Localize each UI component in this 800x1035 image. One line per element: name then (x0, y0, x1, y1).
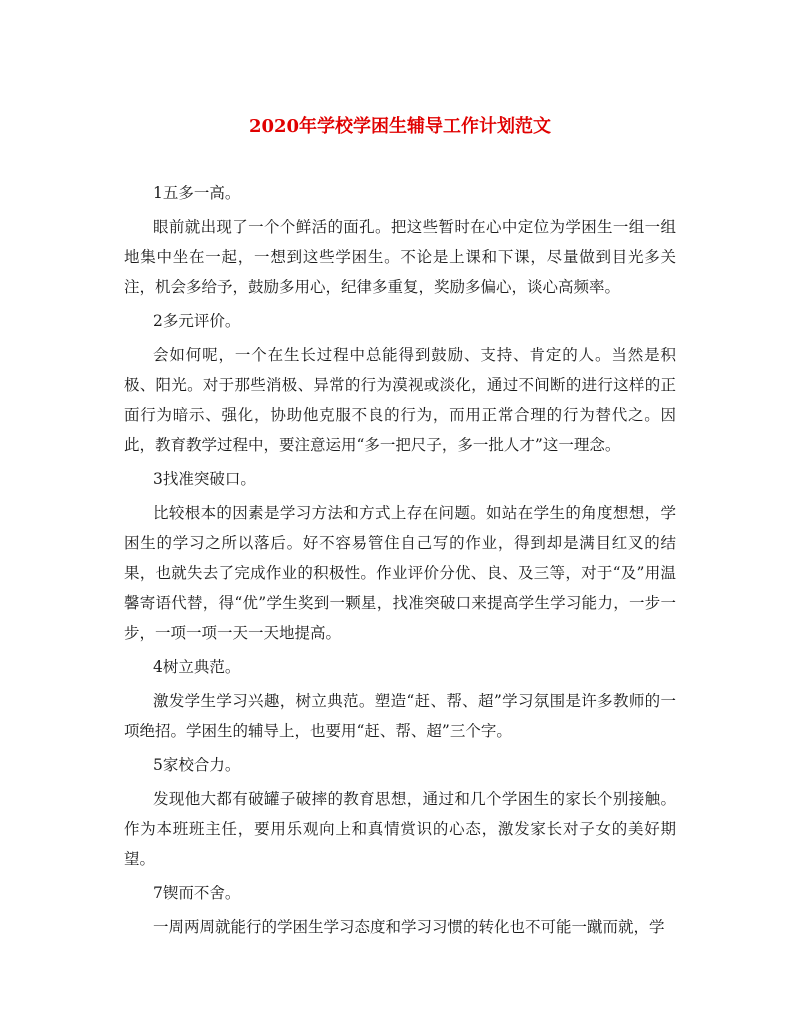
section-body: 激发学生学习兴趣，树立典范。塑造“赶、帮、超”学习氛围是许多教师的一项绝招。学困生的辅导上，也要用“赶、帮、超”三个字。 (124, 692, 676, 740)
section-heading: 1五多一高。 (153, 184, 241, 202)
section-body: 一周两周就能行的学困生学习态度和学习习惯的转化也不可能一蹴而就，学 (153, 918, 665, 936)
section-body: 发现他大都有破罐子破摔的教育思想，通过和几个学困生的家长个别接触。作为本班班主任，要用乐观向上和真情赏识的心态，激发家长对子女的美好期望。 (124, 790, 676, 868)
section-body: 眼前就出现了一个个鲜活的面孔。把这些暂时在心中定位为学困生一组一组地集中坐在一起，一想到这些学困生。不论是上课和下课，尽量做到目光多关注，机会多给予，鼓励多用心，纪律多重复，奖励多偏心，谈心高频率。 (124, 218, 676, 296)
section-heading: 2多元评价。 (153, 312, 241, 330)
section-heading: 3找准突破口。 (153, 470, 256, 488)
section-body: 会如何呢，一个在生长过程中总能得到鼓励、支持、肯定的人。当然是积极、阳光。对于那些消极、异常的行为漠视或淡化，通过不间断的进行这样的正面行为暗示、强化，协助他克服不良的行为，而用正常合理的行为替代之。因此，教育教学过程中，要注意运用“多一把尺子，多一批人才”这一理念。 (124, 346, 676, 454)
document-title: 2020年学校学困生辅导工作计划范文 (248, 116, 552, 137)
section-heading: 5家校合力。 (153, 756, 241, 774)
section-heading: 4树立典范。 (153, 658, 241, 676)
section-body: 比较根本的因素是学习方法和方式上存在问题。如站在学生的角度想想，学困生的学习之所以落后。好不容易管住自己写的作业，得到却是满目红叉的结果，也就失去了完成作业的积极性。作业评价分优、良、及三等，对于“及”用温馨寄语代替，得“优”学生奖到一颗星，找准突破口来提高学生学习能力，一步一步，一项一项一天一天地提高。 (124, 504, 676, 642)
section-heading: 7锲而不舍。 (153, 884, 241, 902)
